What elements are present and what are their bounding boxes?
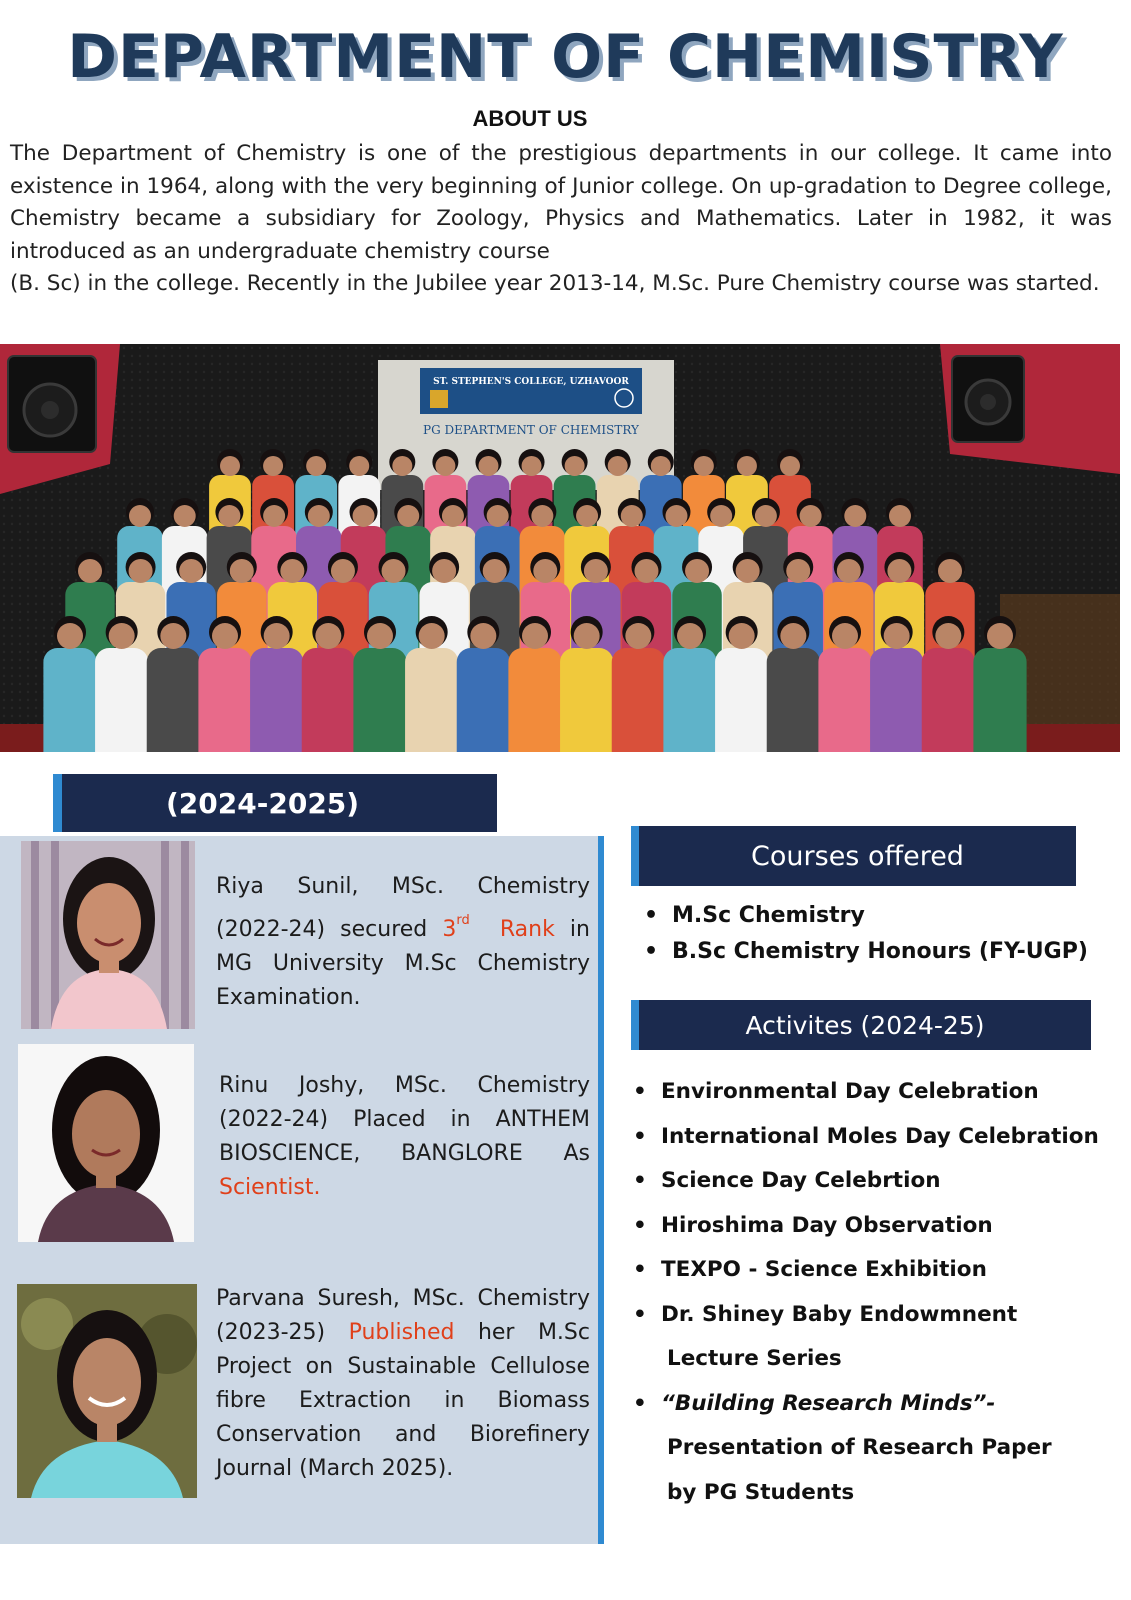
- achievement-text: [216, 870, 590, 1015]
- right-speaker: [952, 356, 1024, 442]
- about-paragraph: (B. Sc) in the college. Recently in the Jubilee year 2013-14, M.Sc. Pure Chemistry course was started.: [10, 271, 1100, 296]
- activity-item: • Dr. Shiney Baby Endowmnent: [627, 1293, 1127, 1338]
- achievement-card: [0, 836, 600, 1026]
- screen-college-name: ST. STEPHEN'S COLLEGE, UZHAVOOR: [433, 377, 629, 387]
- achievement-text-part: Rinu Joshy, MSc. Chemistry (2022-24) Placed in ANTHEM BIOSCIENCE, BANGLORE As: [219, 1073, 590, 1166]
- published-highlight: Published: [348, 1320, 455, 1345]
- activity-item: • TEXPO - Science Exhibition: [627, 1248, 1127, 1293]
- role-highlight: Scientist.: [219, 1175, 321, 1200]
- activities-list: [627, 1070, 1127, 1515]
- about-heading: ABOUT US: [472, 106, 588, 131]
- achievement-text-part: Riya Sunil, MSc. Chemistry (2022-24) secured: [216, 874, 590, 942]
- activity-title-italic: “Building Research Minds”-: [661, 1390, 996, 1416]
- student-portrait: [18, 1044, 194, 1242]
- courses-heading: Courses offered: [631, 826, 1076, 886]
- activity-item: [627, 1382, 1127, 1427]
- activity-item: • Science Day Celebrtion: [627, 1159, 1127, 1204]
- achievement-text: [216, 1282, 590, 1486]
- achievement-card: [0, 1276, 600, 1544]
- activity-item-continued: by PG Students: [667, 1479, 855, 1505]
- achievement-text: [219, 1069, 590, 1205]
- group-photo-illustration: [0, 344, 1120, 752]
- achievement-text-part: in MG University M.Sc Chemistry Examination.: [216, 917, 590, 1010]
- about-paragraph: The Department of Chemistry is one of the prestigious departments in our college. It came into existence in 1964, along with the very beginning of Junior college. On up-gradation to Degree college, Chemistry became a subsidiary for Zoology, Physics and Mathematics. Later in 1982, it was introduced as an undergraduate chemistry course: [10, 141, 1112, 264]
- achievement-card: [0, 1041, 600, 1241]
- activity-item: • International Moles Day Celebration: [627, 1115, 1127, 1160]
- course-item: • M.Sc Chemistry: [638, 898, 1118, 934]
- rank-suffix: rd: [456, 913, 470, 928]
- rank-word: Rank: [499, 917, 555, 942]
- rank-highlight: [442, 913, 555, 942]
- page-title: DEPARTMENT OF CHEMISTRY: [67, 22, 1064, 92]
- left-speaker: [8, 356, 96, 452]
- student-portrait: [17, 1284, 197, 1498]
- rank-number: 3: [442, 917, 457, 942]
- achievement-text-part: Parvana Suresh, MSc. Chemistry (2023-25): [216, 1286, 590, 1345]
- courses-list: [638, 898, 1118, 970]
- activities-heading: Activites (2024-25): [631, 1000, 1091, 1050]
- achievement-text-part: her M.Sc Project on Sustainable Cellulose fibre Extraction in Biomass Conservation and Biorefinery Journal (March 2025).: [216, 1320, 590, 1481]
- course-item: • B.Sc Chemistry Honours (FY-UGP): [638, 934, 1118, 970]
- year-banner: (2024-2025): [53, 774, 497, 832]
- group-photo: [0, 344, 1120, 752]
- about-text: [10, 138, 1112, 301]
- activity-item: • Hiroshima Day Observation: [627, 1204, 1127, 1249]
- activity-item-continued: Lecture Series: [667, 1346, 842, 1371]
- activity-item: • Environmental Day Celebration: [627, 1070, 1127, 1115]
- screen-department-name: PG DEPARTMENT OF CHEMISTRY: [423, 423, 639, 437]
- student-portrait: [21, 841, 195, 1029]
- activity-item-continued: Presentation of Research Paper: [667, 1435, 1052, 1460]
- achievements-panel: [0, 836, 604, 1544]
